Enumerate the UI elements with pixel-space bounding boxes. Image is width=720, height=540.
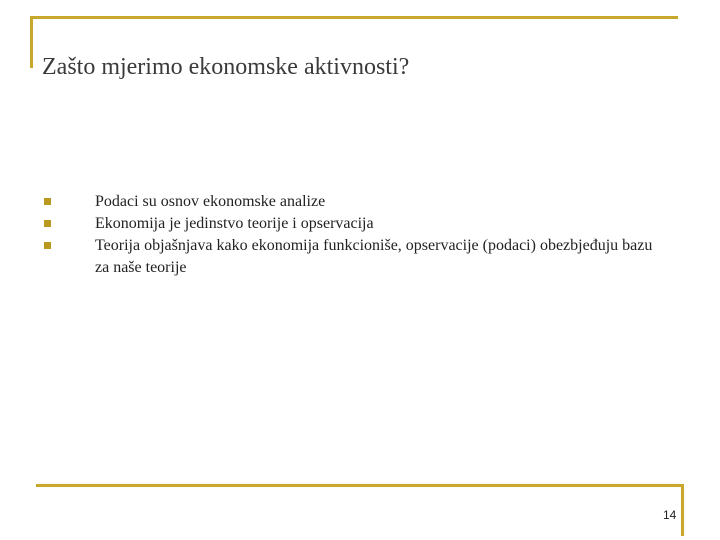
slide-title: Zašto mjerimo ekonomske aktivnosti? — [42, 54, 410, 80]
bullet-text: Ekonomija je jedinstvo teorije i opservacija — [95, 215, 374, 232]
bullet-text: Podaci su osnov ekonomske analize — [95, 193, 326, 210]
bottom-border-line — [36, 484, 684, 487]
page-number: 14 — [663, 508, 677, 522]
square-bullet-icon — [44, 198, 51, 205]
bullet-item — [44, 213, 664, 235]
right-border-line — [681, 484, 684, 536]
top-border-line — [30, 16, 678, 19]
bullet-list — [44, 191, 664, 279]
left-border-line — [30, 16, 33, 68]
square-bullet-icon — [44, 220, 51, 227]
bullet-item — [44, 235, 664, 279]
bullet-item — [44, 191, 664, 213]
bullet-text: Teorija objašnjava kako ekonomija funkcioniše, opservacije (podaci) obezbjeđuju bazu za naše teorije — [95, 237, 653, 276]
square-bullet-icon — [44, 242, 51, 249]
